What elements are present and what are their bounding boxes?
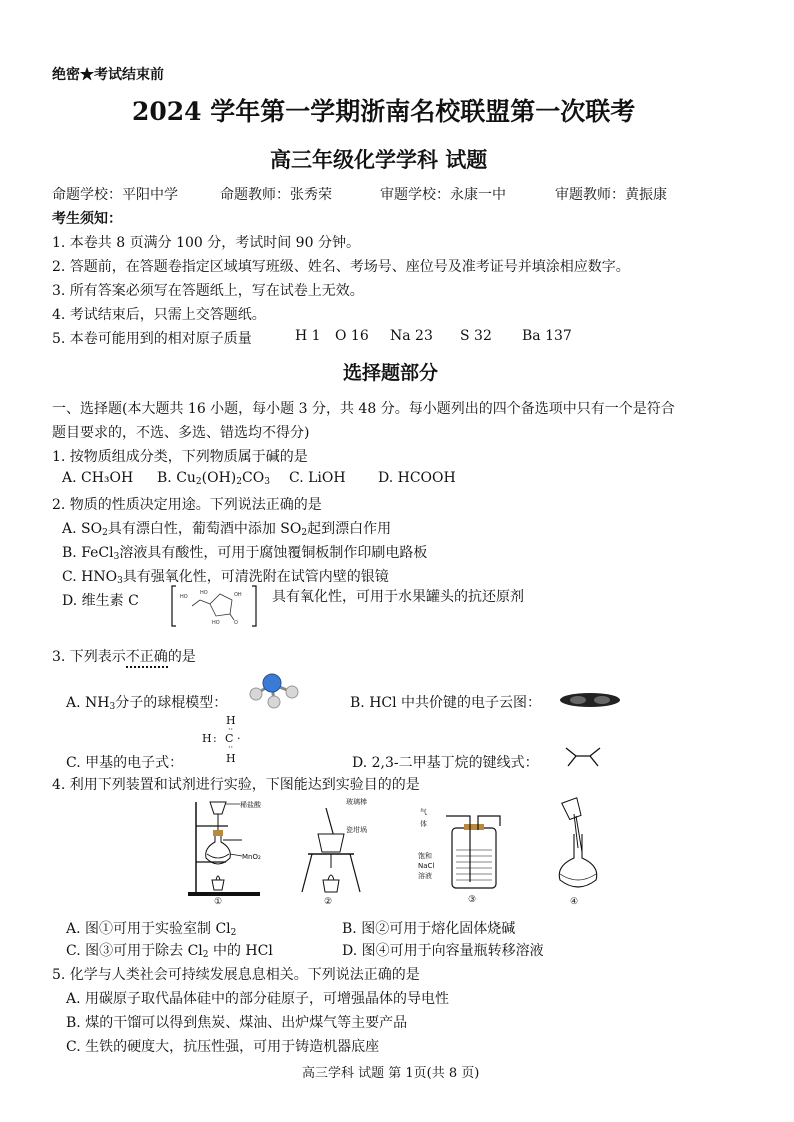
svg-text:·: · (237, 732, 241, 745)
q5-option-b: B. 煤的干馏可以得到焦炭、煤油、出炉煤气等主要产品 (66, 1015, 408, 1031)
q4-option-d: D. 图④可用于向容量瓶转移溶液 (342, 943, 544, 959)
meta-review-school: 审题学校：永康一中 (380, 187, 506, 203)
label-mno2: MnO₂ (242, 853, 261, 861)
q5-stem: 5. 化学与人类社会可持续发展息息相关。下列说法正确的是 (52, 967, 420, 983)
q3-option-a: A. $NH_3$分子的球棍模型： (66, 695, 228, 712)
nh3-ball-stick-model-icon (244, 668, 304, 710)
dimethylbutane-skeletal-icon (562, 744, 604, 768)
svg-text:H: H (226, 752, 236, 765)
q2-option-d-text: 具有氧化性，可用于水果罐头的抗还原剂 (272, 589, 524, 605)
q1-option-d: D. HCOOH (378, 470, 456, 486)
meta-teacher: 命题教师：张秀荣 (220, 187, 332, 203)
q4-option-a: A. 图①可用于实验室制 $Cl_2$ (66, 921, 237, 938)
mass-o: O 16 (335, 328, 369, 344)
svg-text:H: H (226, 714, 236, 727)
q3-option-d: D. 2,3-二甲基丁烷的键线式： (352, 755, 539, 771)
mass-ba: Ba 137 (522, 328, 572, 344)
notice-item-4: 4. 考试结束后，只需上交答题纸。 (52, 307, 266, 323)
q3-option-c: C. 甲基的电子式： (66, 755, 184, 771)
mass-s: S 32 (460, 328, 492, 344)
q1-option-b: B. $Cu_2(OH)_2CO_3$ (157, 470, 270, 487)
notice-item-3: 3. 所有答案必须写在答题纸上，写在试卷上无效。 (52, 283, 364, 299)
svg-text:··: ·· (228, 743, 234, 752)
label-gas-1: 气 (420, 808, 427, 816)
svg-text::: : (213, 732, 217, 745)
label-saturated-3: 溶液 (418, 872, 432, 880)
q3-option-b: B. HCl 中共价键的电子云图： (350, 695, 542, 711)
q2-option-d-label: D. 维生素 C (62, 593, 139, 609)
q5-option-c: C. 生铁的硬度大，抗压性强，可用于铸造机器底座 (66, 1039, 380, 1055)
notice-item-5 (52, 328, 252, 348)
q3-stem: 3. 下列表示不正确的是 (52, 646, 196, 666)
secret-label: 绝密★考试结束前 (52, 67, 164, 83)
exam-subtitle: 高三年级化学学科 试题 (270, 147, 488, 172)
q1-option-a: A. CH₃OH (62, 470, 134, 486)
section-intro-2: 题目要求的，不选、多选、错选均不得分) (52, 425, 310, 441)
q2-stem: 2. 物质的性质决定用途。下列说法正确的是 (52, 497, 322, 513)
label-fig-2: ② (324, 897, 333, 907)
q4-option-b: B. 图②可用于熔化固体烧碱 (342, 921, 516, 937)
svg-text:HO: HO (212, 620, 220, 626)
figure-3-gas-washing-icon (416, 806, 516, 904)
q1-stem: 1. 按物质组成分类，下列物质属于碱的是 (52, 449, 308, 465)
svg-text:OH: OH (234, 592, 242, 598)
label-fig-3: ③ (468, 895, 477, 905)
label-gas-2: 体 (420, 820, 427, 828)
label-fig-1: ① (214, 897, 223, 907)
meta-school: 命题学校：平阳中学 (52, 187, 178, 203)
page-footer: 高三学科 试题 第 1页(共 8 页) (302, 1066, 480, 1081)
notice-item-1: 1. 本卷共 8 页满分 100 分，考试时间 90 分钟。 (52, 235, 360, 251)
notice-item-2: 2. 答题前，在答题卷指定区域填写班级、姓名、考场号、座位号及准考证号并填涂相应数字。 (52, 259, 630, 275)
mass-na: Na 23 (390, 328, 433, 344)
label-saturated-1: 饱和 (418, 852, 432, 860)
notice-title: 考生须知： (52, 211, 122, 227)
exam-title: 2024 学年第一学期浙南名校联盟第一次联考 (132, 97, 636, 126)
q3-emphasis: 不正确 (126, 649, 168, 668)
hcl-electron-cloud-icon (558, 688, 622, 712)
meta-review-teacher: 审题教师：黄振康 (555, 187, 667, 203)
q2-option-a: A. $SO_2$具有漂白性，葡萄酒中添加 $SO_2$起到漂白作用 (62, 521, 392, 538)
label-crucible: 瓷坩埚 (346, 826, 367, 834)
figure-1-apparatus-icon (186, 796, 268, 907)
section-title: 选择题部分 (343, 362, 439, 384)
label-fig-4: ④ (570, 897, 579, 907)
section-intro-1: 一、选择题(本大题共 16 小题，每小题 3 分，共 48 分。每小题列出的四个备选项中只有一个是符合 (52, 401, 675, 417)
atomic-mass-prefix: 5. 本卷可能用到的相对原子质量 (52, 331, 252, 347)
q4-option-c: C. 图③可用于除去 $Cl_2$ 中的 HCl (66, 943, 273, 960)
q1-option-c: C. LiOH (289, 470, 346, 486)
label-glass-rod: 玻璃棒 (346, 798, 367, 806)
svg-text:HO: HO (180, 594, 188, 600)
q5-option-a: A. 用碳原子取代晶体硅中的部分硅原子，可增强晶体的导电性 (66, 991, 450, 1007)
svg-text:H: H (202, 732, 212, 745)
figure-4-volumetric-flask-icon (552, 796, 608, 907)
methyl-electron-formula-icon (200, 712, 250, 768)
vitamin-c-structure-icon (172, 584, 260, 628)
label-acid: 稀盐酸 (240, 801, 261, 809)
mass-h: H 1 (295, 328, 321, 344)
svg-text:O: O (234, 620, 238, 626)
svg-text:C: C (225, 732, 234, 745)
figure-2-crucible-icon (296, 796, 386, 907)
label-saturated-2: NaCl (418, 862, 435, 870)
q2-option-b: B. FeCl$_3$溶液具有酸性，可用于腐蚀覆铜板制作印刷电路板 (62, 545, 428, 562)
q4-stem: 4. 利用下列装置和试剂进行实验，下图能达到实验目的的是 (52, 777, 420, 793)
q2-option-c: C. $HNO_3$具有强氧化性，可清洗附在试管内壁的银镜 (62, 569, 389, 586)
svg-text:HO: HO (200, 590, 208, 596)
svg-text:··: ·· (228, 725, 234, 734)
